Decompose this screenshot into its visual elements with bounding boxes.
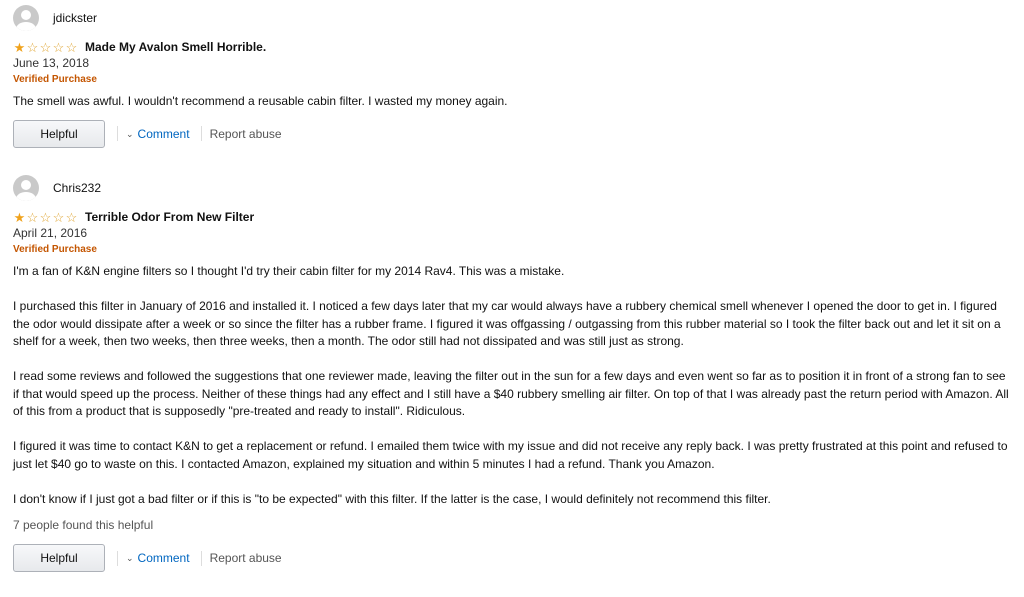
divider [201,126,202,141]
review-paragraph: I'm a fan of K&N engine filters so I thought I'd try their cabin filter for my 2014 Rav4. This was a mistake. [13,264,565,278]
star-empty-icon: ☆ [39,39,52,55]
star-rating[interactable] [13,40,78,54]
star-filled-icon: ★ [13,209,26,225]
star-empty-icon: ☆ [39,209,52,225]
comment-label[interactable]: Comment [137,126,190,141]
review-actions [13,119,1013,149]
helpful-button[interactable]: Helpful [13,544,105,572]
review [13,175,1013,573]
star-rating[interactable] [13,210,78,224]
review-paragraph: I don't know if I just got a bad filter or if this is "to be expected" with this filter. If the latter is the case, I would definitely not recommend this filter. [13,491,771,506]
review [13,5,1013,149]
verified-purchase-badge: Verified Purchase [13,74,97,85]
review-title[interactable]: Terrible Odor From New Filter [85,210,255,224]
reviewer-name[interactable]: Chris232 [53,181,102,195]
helpful-count: 7 people found this helpful [13,518,154,532]
reviewer-profile[interactable] [13,5,1013,31]
review-body [13,93,1013,111]
chevron-down-icon: ⌄ [126,128,134,139]
star-empty-icon: ☆ [26,39,39,55]
comment-label[interactable]: Comment [137,551,190,565]
review-paragraph: I purchased this filter in January of 2016 and installed it. I noticed a few days later that my car would always have a rubbery chemical smell whenever I opened the door to get in. I figured the odor would dissipate after a week or so since the filter has a rubber frame. I figured it was offgassing / outgassing from this rubber material so I took the filter back out and let it sit on a shelf for a week, then two weeks, then three weeks, then a month. The odor still had not dissipated and was still just as strong. [13,299,1001,348]
reviewer-profile[interactable] [13,175,1013,201]
divider [201,551,202,566]
review-body [13,263,1013,508]
chevron-down-icon: ⌄ [126,553,134,563]
star-empty-icon: ☆ [65,39,78,55]
report-abuse-link[interactable]: Report abuse [209,126,282,141]
review-date: April 21, 2016 [13,226,88,240]
helpful-button[interactable]: Helpful [13,120,105,148]
review-actions [13,543,1013,573]
star-empty-icon: ☆ [26,209,39,225]
verified-purchase-badge: Verified Purchase [13,244,97,255]
divider [117,126,118,141]
star-empty-icon: ☆ [52,209,65,225]
divider [117,551,118,566]
star-empty-icon: ☆ [65,209,78,225]
review-title[interactable]: Made My Avalon Smell Horrible. [85,40,267,54]
avatar-icon[interactable] [13,5,39,31]
comment-link[interactable] [126,551,190,565]
star-empty-icon: ☆ [52,39,65,55]
review-paragraph: I figured it was time to contact K&N to get a replacement or refund. I emailed them twice with my issue and did not receive any reply back. I was pretty frustrated at this point and refused to just let $40 go to waste on this. I contacted Amazon, explained my situation and within 5 minutes I had a refund. Thank you Amazon. [13,439,1008,471]
review-paragraph: The smell was awful. I wouldn't recommend a reusable cabin filter. I wasted my money again. [13,94,508,108]
review-date: June 13, 2018 [13,56,90,70]
reviewer-name[interactable]: jdickster [53,11,98,25]
avatar-icon[interactable] [13,175,39,201]
review-paragraph: I read some reviews and followed the suggestions that one reviewer made, leaving the filter out in the sun for a few days and even went so far as to position it in front of a strong fan to see if that would speed up the process. Neither of these things had any effect and I still have a $40 rubbery smelling air filter. On top of that I was already past the return period with Amazon. All of this from a product that is supposedly "pre-treated and ready to install". Ridiculous. [13,369,1009,418]
report-abuse-link[interactable]: Report abuse [209,551,282,565]
comment-link[interactable] [126,127,190,141]
star-filled-icon: ★ [13,39,26,55]
